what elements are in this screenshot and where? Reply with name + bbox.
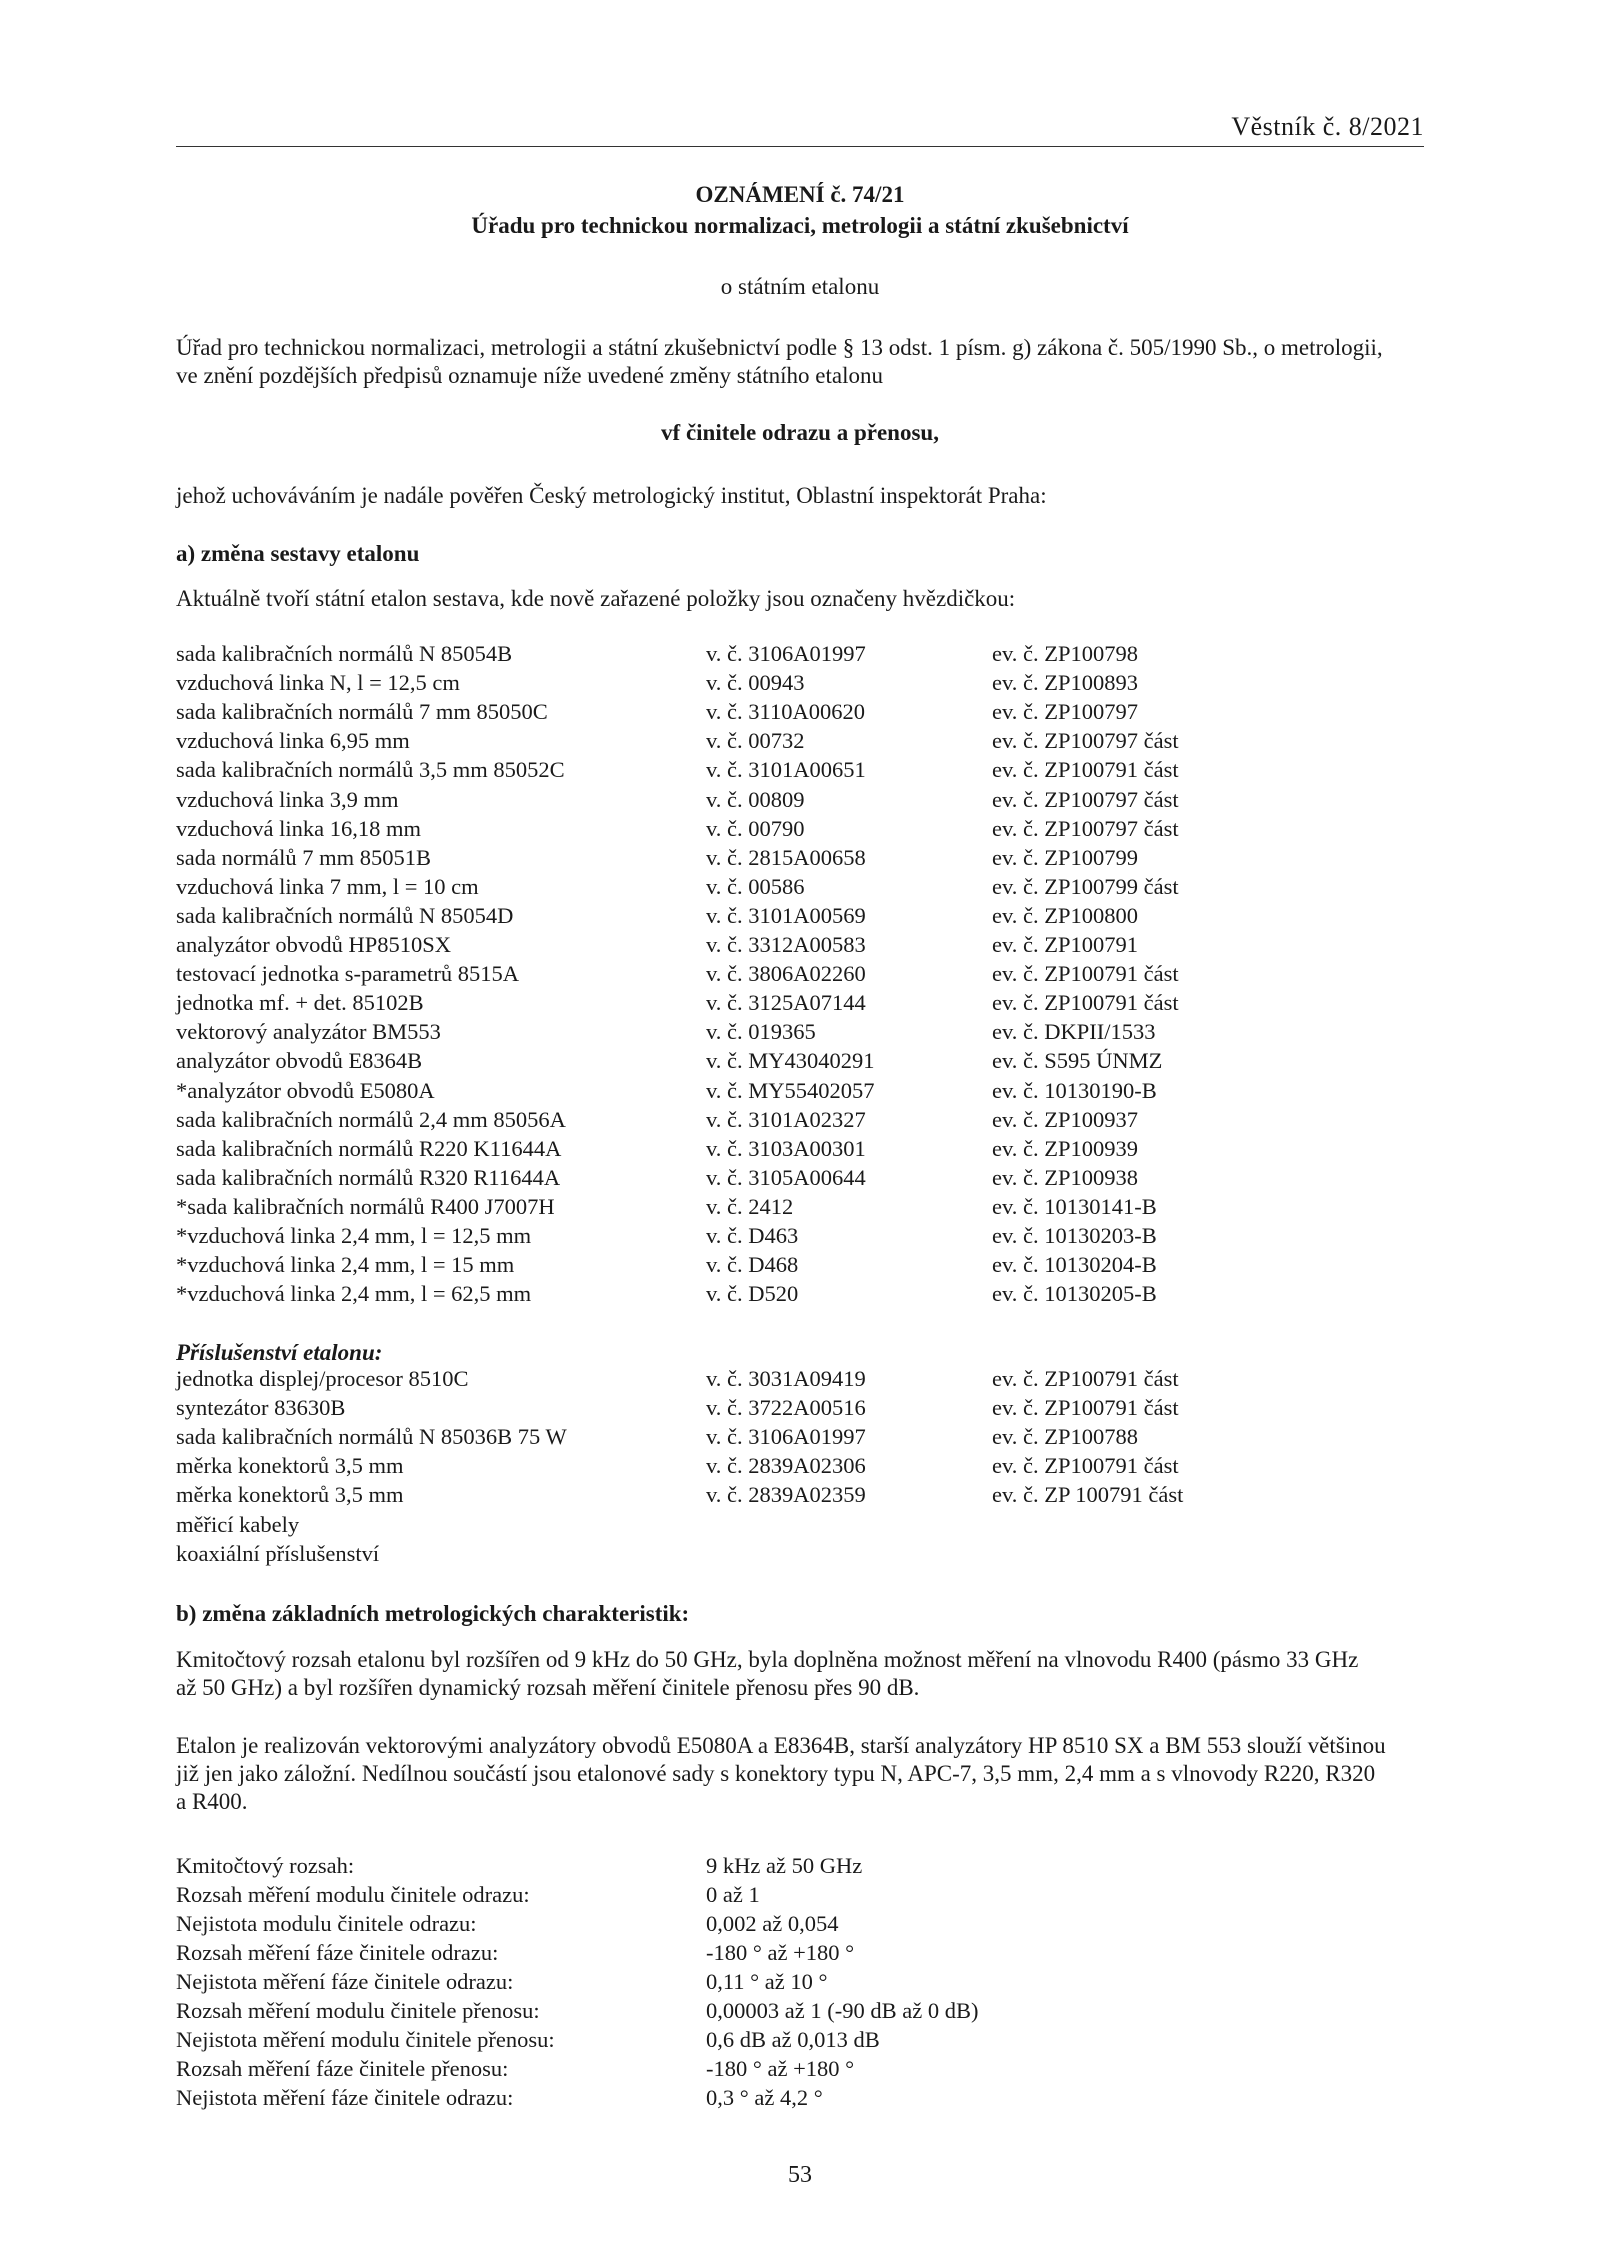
etalon-item-name: vzduchová linka N, l = 12,5 cm [176,670,460,696]
etalon-item [0,641,1600,670]
accessory-item [0,1424,1600,1453]
etalon-item-name: sada kalibračních normálů N 85054D [176,902,514,928]
etalon-item-name: *analyzátor obvodů E5080A [176,1077,435,1103]
etalon-item [0,1019,1600,1048]
accessory-item-registry: ev. č. ZP100788 [992,1424,1139,1450]
accessory-item-name: měřicí kabely [176,1511,300,1537]
etalon-item-name: sada kalibračních normálů R220 K11644A [176,1135,562,1161]
spec-value: 0,00003 až 1 (-90 dB až 0 dB) [706,1998,979,2023]
etalon-item-serial: v. č. 3101A00569 [706,902,866,928]
etalon-item-serial: v. č. 3103A00301 [706,1135,866,1161]
accessory-item-name: sada kalibračních normálů N 85036B 75 W [176,1424,567,1450]
etalon-item-name: *vzduchová linka 2,4 mm, l = 15 mm [176,1252,515,1278]
spec-row [0,1969,1600,1998]
etalon-item-serial: v. č. 00809 [706,786,805,812]
accessory-item-name: měrka konektorů 3,5 mm [176,1453,404,1479]
spec-value: -180 ° až +180 ° [706,2056,855,2081]
section-b-heading: b) změna základních metrologických charakteristik: [176,1601,690,1626]
etalon-item-registry: ev. č. 10130203-B [992,1223,1157,1248]
spec-label: Kmitočtový rozsah: [176,1853,355,1878]
section-a-heading: a) změna sestavy etalonu [176,541,420,566]
etalon-item [0,1165,1600,1194]
spec-value: 0,3 ° až 4,2 ° [706,2085,823,2110]
etalon-item-name: *sada kalibračních normálů R400 J7007H [176,1193,555,1219]
spec-label: Nejistota modulu činitele odrazu: [176,1911,477,1936]
spec-label: Nejistota měření fáze činitele odrazu: [176,1969,514,1994]
etalon-item-name: vzduchová linka 16,18 mm [176,815,421,841]
accessory-item [0,1512,1600,1541]
spec-value: 0,002 až 0,054 [706,1911,839,1936]
intro-paragraph [176,334,1426,390]
spec-value: -180 ° až +180 ° [706,1940,855,1965]
spec-value: 9 kHz až 50 GHz [706,1853,863,1878]
spec-label: Nejistota měření modulu činitele přenosu: [176,2027,555,2052]
spec-row [0,2056,1600,2085]
paragraph-line: Etalon je realizován vektorovými analyzátory obvodů E5080A a E8364B, starší analyzátory HP 8510 SX a BM 553 slouží většinou [176,1733,1386,1758]
etalon-item-name: sada kalibračních normálů 3,5 mm 85052C [176,757,565,783]
etalon-item-registry: ev. č. ZP100797 část [992,728,1179,754]
etalon-item-name: analyzátor obvodů E8364B [176,1048,423,1074]
etalon-item-name: *vzduchová linka 2,4 mm, l = 62,5 mm [176,1281,532,1307]
etalon-item-registry: ev. č. ZP100938 [992,1164,1139,1190]
accessory-item-registry: ev. č. ZP100791 část [992,1453,1179,1479]
accessory-item-name: koaxiální příslušenství [176,1540,380,1566]
section-b-paragraph-2 [176,1732,1426,1816]
spec-label: Rozsah měření modulu činitele přenosu: [176,1998,540,2023]
etalon-item-serial: v. č. MY43040291 [706,1048,875,1074]
etalon-item-serial: v. č. 2412 [706,1193,794,1219]
custodian-text: jehož uchováváním je nadále pověřen Český metrologický institut, Oblastní inspektorát Praha: [176,483,1047,508]
accessory-item-serial: v. č. 2839A02306 [706,1453,866,1479]
paragraph-line: Kmitočtový rozsah etalonu byl rozšířen od 9 kHz do 50 GHz, byla doplněna možnost měření na vlnovodu R400 (pásmo 33 GHz [176,1647,1359,1672]
etalon-item-serial: v. č. 019365 [706,1019,816,1045]
etalon-item-name: *vzduchová linka 2,4 mm, l = 12,5 mm [176,1223,532,1248]
etalon-item-serial: v. č. 00586 [706,873,805,899]
etalon-item-name: vzduchová linka 3,9 mm [176,786,399,812]
etalon-item-registry: ev. č. ZP100800 [992,902,1139,928]
section-a-intro: Aktuálně tvoří státní etalon sestava, kde nově zařazené položky jsou označeny hvězdičkou: [176,586,1016,611]
accessory-item-serial: v. č. 3031A09419 [706,1366,866,1391]
etalon-item-registry: ev. č. DKPII/1533 [992,1019,1156,1045]
etalon-item-registry: ev. č. ZP100791 část [992,961,1179,987]
etalon-item-registry: ev. č. 10130205-B [992,1281,1157,1307]
accessory-item-name: syntezátor 83630B [176,1395,346,1421]
etalon-item-serial: v. č. 3110A00620 [706,699,865,725]
spec-value: 0 až 1 [706,1882,760,1907]
etalon-item-name: vzduchová linka 7 mm, l = 10 cm [176,873,479,899]
spec-row [0,2027,1600,2056]
accessory-item-name: jednotka displej/procesor 8510C [176,1366,469,1391]
etalon-item-name: jednotka mf. + det. 85102B [176,990,424,1016]
etalon-item-serial: v. č. 3106A01997 [706,641,866,666]
etalon-item [0,903,1600,932]
etalon-item-registry: ev. č. ZP100799 část [992,873,1179,899]
etalon-item [0,845,1600,874]
etalon-item [0,699,1600,728]
etalon-item [0,757,1600,786]
spec-label: Rozsah měření modulu činitele odrazu: [176,1882,530,1907]
etalon-item-serial: v. č. 00943 [706,670,805,696]
etalon-item-serial: v. č. 3125A07144 [706,990,866,1016]
etalon-item [0,874,1600,903]
spec-row [0,1940,1600,1969]
intro-line: ve znění pozdějších předpisů oznamuje níže uvedené změny státního etalonu [176,363,884,388]
etalon-item-registry: ev. č. ZP100797 část [992,815,1179,841]
etalon-item [0,1078,1600,1107]
etalon-item-registry: ev. č. ZP100791 část [992,757,1179,783]
etalon-item [0,990,1600,1019]
etalon-item-serial: v. č. 2815A00658 [706,844,866,870]
etalon-item-registry: ev. č. ZP100798 [992,641,1139,666]
etalon-item-serial: v. č. 3101A02327 [706,1106,866,1132]
accessory-item [0,1395,1600,1424]
accessory-item-registry: ev. č. ZP100791 část [992,1366,1179,1391]
section-b-paragraph-1 [176,1646,1426,1702]
accessory-item-name: měrka konektorů 3,5 mm [176,1482,404,1508]
accessories-heading: Příslušenství etalonu: [176,1340,383,1365]
etalon-item-registry: ev. č. ZP100797 část [992,786,1179,812]
accessory-item-serial: v. č. 3722A00516 [706,1395,866,1421]
etalon-item-registry: ev. č. ZP100799 [992,844,1139,870]
spec-label: Nejistota měření fáze činitele odrazu: [176,2085,514,2110]
etalon-item-registry: ev. č. ZP100791 [992,932,1139,957]
etalon-item [0,787,1600,816]
spec-row [0,1911,1600,1940]
etalon-item-registry: ev. č. ZP100791 část [992,990,1179,1016]
etalon-item-name: sada kalibračních normálů N 85054B [176,641,513,666]
spec-row [0,1882,1600,1911]
accessory-item [0,1541,1600,1570]
etalon-item-serial: v. č. 3312A00583 [706,932,866,957]
header-rule [176,146,1424,147]
etalon-item-serial: v. č. 00732 [706,728,805,754]
etalon-item-registry: ev. č. S595 ÚNMZ [992,1048,1163,1074]
etalon-item-serial: v. č. 3105A00644 [706,1164,866,1190]
etalon-item-name: analyzátor obvodů HP8510SX [176,932,451,957]
accessory-item [0,1482,1600,1511]
etalon-item-name: vektorový analyzátor BM553 [176,1019,441,1045]
etalon-item-serial: v. č. D520 [706,1281,799,1307]
etalon-item [0,961,1600,990]
etalon-item [0,1048,1600,1077]
journal-header-title: Věstník č. 8/2021 [1231,112,1424,141]
etalon-item [0,932,1600,961]
etalon-item [0,1223,1600,1252]
etalon-item [0,1194,1600,1223]
spec-row [0,2085,1600,2114]
etalon-item [0,1281,1600,1310]
paragraph-line: již jen jako záložní. Nedílnou součástí jsou etalonové sady s konektory typu N, APC-7, 3,5 mm, 2,4 mm a s vlnovody R220, R320 [176,1761,1376,1786]
etalon-item [0,728,1600,757]
etalon-item-registry: ev. č. 10130204-B [992,1252,1157,1278]
etalon-item-name: sada normálů 7 mm 85051B [176,844,431,870]
announcement-subject: o státním etalonu [720,274,880,299]
accessory-item [0,1366,1600,1395]
etalon-item-registry: ev. č. ZP100937 [992,1106,1139,1132]
spec-label: Rozsah měření fáze činitele přenosu: [176,2056,509,2081]
etalon-item-registry: ev. č. ZP100939 [992,1135,1139,1161]
accessory-item-registry: ev. č. ZP 100791 část [992,1482,1184,1508]
etalon-item-serial: v. č. MY55402057 [706,1077,875,1103]
etalon-item [0,670,1600,699]
etalon-item-name: testovací jednotka s-parametrů 8515A [176,961,520,987]
etalon-item-registry: ev. č. 10130141-B [992,1193,1157,1219]
spec-value: 0,11 ° až 10 ° [706,1969,828,1994]
announcement-title: OZNÁMENÍ č. 74/21 [695,182,905,207]
etalon-item-serial: v. č. 00790 [706,815,805,841]
accessory-item-registry: ev. č. ZP100791 část [992,1395,1179,1421]
etalon-item-registry: ev. č. ZP100893 [992,670,1139,696]
spec-value: 0,6 dB až 0,013 dB [706,2027,880,2052]
etalon-item-registry: ev. č. 10130190-B [992,1077,1157,1103]
etalon-item [0,1136,1600,1165]
etalon-item-serial: v. č. D463 [706,1223,799,1248]
spec-row [0,1853,1600,1882]
accessory-item [0,1453,1600,1482]
etalon-item [0,1107,1600,1136]
etalon-item-name: sada kalibračních normálů 7 mm 85050C [176,699,548,725]
accessory-item-serial: v. č. 2839A02359 [706,1482,866,1508]
etalon-item-registry: ev. č. ZP100797 [992,699,1139,725]
etalon-item-serial: v. č. 3806A02260 [706,961,866,987]
etalon-name: vf činitele odrazu a přenosu, [661,420,939,445]
accessory-item-serial: v. č. 3106A01997 [706,1424,866,1450]
etalon-item-serial: v. č. D468 [706,1252,799,1278]
spec-row [0,1998,1600,2027]
etalon-item-name: vzduchová linka 6,95 mm [176,728,410,754]
announcement-issuer: Úřadu pro technickou normalizaci, metrologii a státní zkušebnictví [471,213,1129,238]
paragraph-line: až 50 GHz) a byl rozšířen dynamický rozsah měření činitele přenosu přes 90 dB. [176,1675,920,1700]
etalon-item-name: sada kalibračních normálů 2,4 mm 85056A [176,1106,566,1132]
etalon-item-name: sada kalibračních normálů R320 R11644A [176,1164,561,1190]
intro-line: Úřad pro technickou normalizaci, metrologii a státní zkušebnictví podle § 13 odst. 1 písm. g) zákona č. 505/1990 Sb., o metrologii, [176,335,1383,360]
paragraph-line: a R400. [176,1789,248,1814]
etalon-item [0,816,1600,845]
page-number: 53 [788,2162,812,2188]
etalon-item-serial: v. č. 3101A00651 [706,757,866,783]
etalon-item [0,1252,1600,1281]
spec-label: Rozsah měření fáze činitele odrazu: [176,1940,499,1965]
